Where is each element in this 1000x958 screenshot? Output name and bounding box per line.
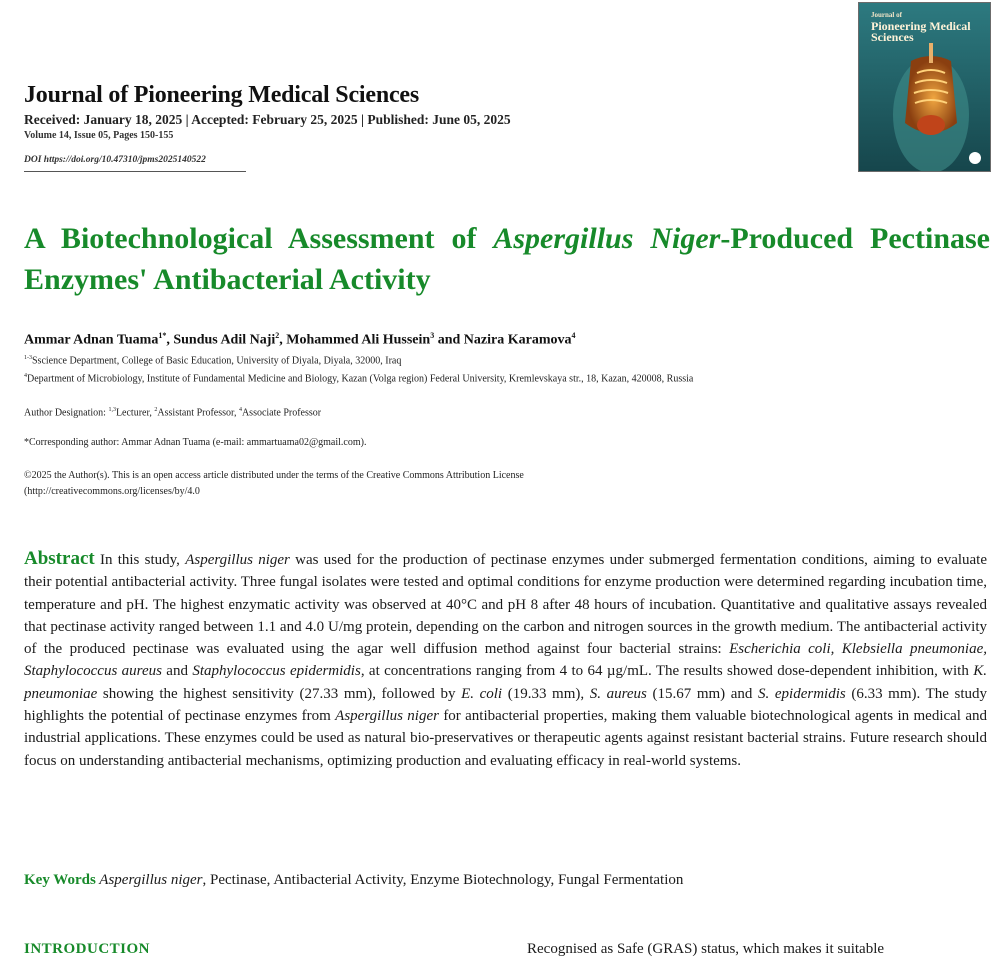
journal-title: Journal of Pioneering Medical Sciences [24,82,420,108]
cover-title: Pioneering Medical Sciences [871,19,971,44]
author-name: Ammar Adnan Tuama [24,332,159,348]
abstract-species: Staphylococcus epidermidis [192,663,361,680]
journal-cover-image [858,2,991,172]
keyword-species: Aspergillus niger [95,872,203,888]
abstract-species: E. coli [461,685,503,702]
author-list [24,331,575,349]
abstract-text: was used for the production of pectinase enzymes under submerged fermentation conditions, aiming to evaluate their potential antibacterial activity. Three fungal isolates were tested and optimal conditions for enzyme production were determined regarding incubation time, temperature and pH. The highest enzymatic activity was observed at 40°C and pH 8 after 48 hours of incubation. Quantitative and qualitative assays revealed that pectinase activity ranged between 1.1 and 4.0 U/mg protein, depending on the carbon and nitrogen sources in the growth medium. The antibacterial activity of the produced pectinase was evaluated using the agar well diffusion method against four bacterial strains: [24,552,987,658]
affiliation-sup: 1-3 [24,355,32,361]
abstract-text: (6.33 mm). The study highlights the potential of pectinase enzymes from [24,685,988,725]
author-name: Sundus Adil Naji [173,332,276,348]
designation-item: Lecturer, [115,407,155,419]
abstract-species: S. aureus [589,685,647,702]
abstract-text: showing the highest sensitivity (27.33 mm), followed by [97,685,462,702]
column-2-text: Recognised as Safe (GRAS) status, which makes it suitable [527,941,885,957]
designation-item: Associate Professor [241,407,322,419]
author-name: Mohammed Ali Hussein [286,332,431,348]
abstract-species: Escherichia coli, Klebsiella pneumoniae, Staphylococcus aureus [24,641,988,680]
affiliation-sup: 4 [24,373,27,379]
abstract-text: (15.67 mm) and [646,685,759,702]
affiliation-1 [24,355,401,366]
keywords [24,872,683,889]
doi-divider [24,171,246,172]
author-separator: , [166,332,174,348]
affiliation-text: Sscience Department, College of Basic Education, University of Diyala, Diyala, 32000, Iraq [32,355,402,367]
author-sup: 2 [275,331,280,340]
designation-label: Author Designation: [24,407,109,419]
abstract-text: for antibacterial properties, making them valuable biotechnological agents in medical and industrial applications. These enzymes could be used as natural bio-preservatives or therapeutic agents against resistant bacterial strains. Future research should focus on understanding antibacterial mechanisms, optimizing production and evaluating efficacy in real-world systems. [24,708,987,769]
abstract-species: K. pneumoniae [24,663,987,702]
doi-link[interactable]: DOI https://doi.org/10.47310/jpms2025140522 [24,155,206,165]
cover-pre-title: Journal of [871,11,902,19]
author-name: Nazira Karamova [463,332,572,348]
volume-info: Volume 14, Issue 05, Pages 150-155 [24,130,174,141]
title-species: Aspergillus Niger [493,222,721,255]
designation-sup: 1,3 [108,407,116,413]
abstract-species: S. epidermidis [758,685,846,702]
abstract-species: Aspergillus niger [335,708,439,725]
abstract-text: In this study, [94,552,186,568]
abstract-text: , at concentrations ranging from 4 to 64 µg/mL. The results showed dose-dependent inhibition, with [360,663,974,680]
affiliation-text: Department of Microbiology, Institute of Fundamental Medicine and Biology, Kazan (Volga region) Federal University, Kremlevskaya str., 18, Kazan, 420008, Russia [27,373,694,385]
abstract-heading: Abstract [24,548,95,569]
designation-item: Assistant Professor, [157,407,239,419]
abstract-text: and [161,663,193,680]
corresponding-author: *Corresponding author: Ammar Adnan Tuama (e-mail: ammartuama02@gmail.com). [24,437,367,448]
author-sup: 3 [430,331,435,340]
keyword-list: , Pectinase, Antibacterial Activity, Enzyme Biotechnology, Fungal Fermentation [202,872,684,888]
author-separator: and [434,332,464,348]
article-title [24,218,990,300]
author-designation [24,407,321,418]
title-part-2: -Produced Pectinase Enzymes' Antibacterial Activity [24,222,991,296]
abstract-text: (19.33 mm), [502,685,590,702]
author-sup: 1* [158,331,167,340]
author-separator: , [279,332,287,348]
abstract-species: Aspergillus niger [185,552,290,568]
title-part-1: A Biotechnological Assessment of [24,222,494,255]
introduction-heading: INTRODUCTION [24,941,151,957]
abstract [24,548,987,772]
affiliation-2 [24,373,693,384]
publication-dates: Received: January 18, 2025 | Accepted: February 25, 2025 | Published: June 05, 2025 [24,112,511,127]
designation-sup: 4 [238,407,242,413]
keywords-heading: Key Words [24,872,96,888]
license-line-1: ©2025 the Author(s). This is an open access article distributed under the terms of the Creative Commons Attribution License [24,470,524,481]
author-sup: 4 [571,331,576,340]
license-link[interactable]: (http://creativecommons.org/licenses/by/4.0 [24,486,200,497]
designation-sup: 2 [154,407,158,413]
